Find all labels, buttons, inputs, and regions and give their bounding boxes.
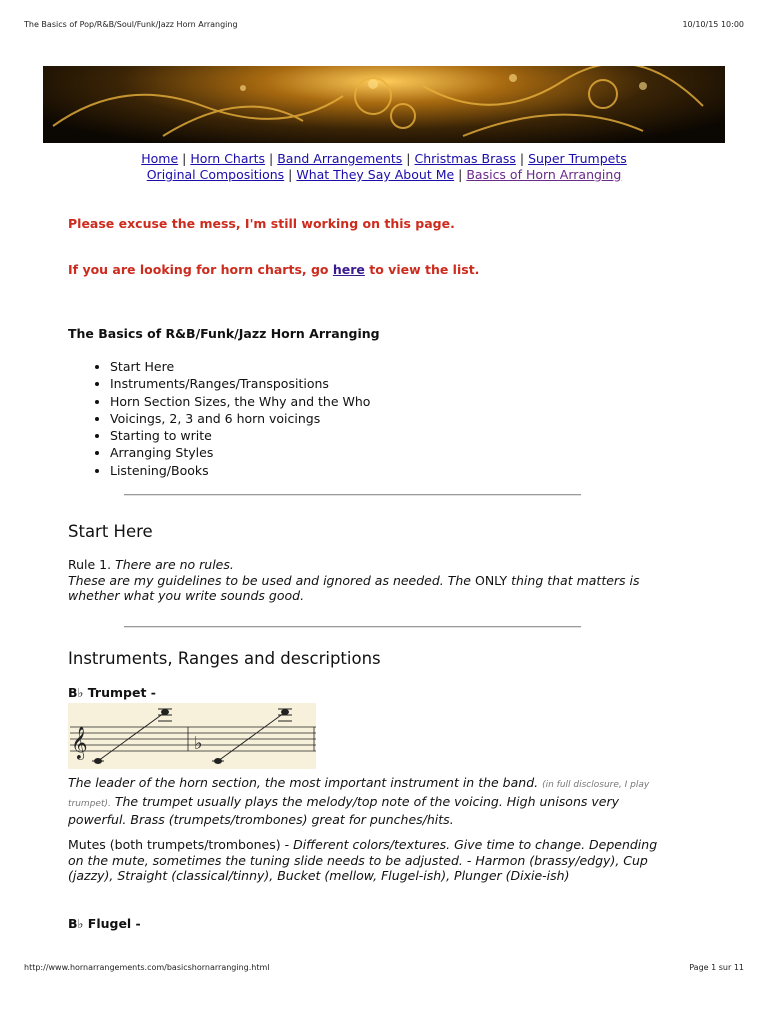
trumpet-label: B♭ Trumpet - [68,685,156,700]
print-url: http://www.hornarrangements.com/basicshornarranging.html [24,963,270,972]
table-of-contents [80,358,370,479]
nav-link-christmas-brass[interactable]: Christmas Brass [414,151,516,166]
only-emphasis: ONLY [474,572,508,588]
divider [124,626,581,628]
mutes-description [68,837,668,884]
rule-text: There are no rules. [115,557,234,572]
guidelines-text-post: thing that matters is whether what you write sounds good. [68,572,640,604]
trumpet-description [68,775,668,828]
guidelines-text-pre: These are my guidelines to be used and ignored as needed. The [68,572,475,588]
mutes-text: Different colors/textures. Give time to change. Depending on the mute, sometimes the tuning slide needs to be adjusted. - Harmon (brassy/edgy), Cup (jazzy), Straight (classical/tinny), Bucket (mellow, Flugel-ish), Plunger (Dixie-ish) [68,837,658,884]
toc-item: • Listening/Books [110,462,370,479]
toc-title: The Basics of R&B/Funk/Jazz Horn Arranging [68,326,380,341]
toc-item: • Horn Section Sizes, the Why and the Who [110,393,370,410]
toc-item: • Voicings, 2, 3 and 6 horn voicings [110,410,370,427]
mutes-label: Mutes (both trumpets/trombones) - [68,837,294,852]
svg-text:♭: ♭ [194,733,203,754]
print-header [24,20,744,29]
toc-item: • Start Here [110,358,370,375]
start-here-heading: Start Here [68,522,153,541]
toc-item: • Arranging Styles [110,444,370,461]
site-navigation [43,151,725,183]
trumpet-range-staff-image [68,703,316,769]
trumpet-desc-2: The trumpet usually plays the melody/top note of the voicing. High unisons very powerful. Brass (trumpets/trombones) great for punches/hits. [68,793,619,828]
header-banner-image [43,66,725,143]
nav-row-1: Home | Horn Charts | Band Arrangements | Christmas Brass | Super Trumpets [141,151,627,166]
nav-link-band-arrangements[interactable]: Band Arrangements [277,151,403,166]
print-page-number: Page 1 sur 11 [689,963,744,972]
nav-link-basics-of-horn-arranging[interactable]: Basics of Horn Arranging [466,167,622,182]
brass-instruments-illustration [43,66,725,143]
under-construction-notice: Please excuse the mess, I'm still working on this page. [68,216,455,231]
horn-charts-notice [68,262,479,277]
nav-link-original-compositions[interactable]: Original Compositions [146,167,285,182]
start-here-text [68,557,668,604]
nav-link-horn-charts[interactable]: Horn Charts [190,151,266,166]
instruments-heading: Instruments, Ranges and descriptions [68,649,381,668]
nav-row-2: Original Compositions | What They Say About Me | Basics of Horn Arranging [146,167,622,182]
nav-link-home[interactable]: Home [141,151,179,166]
here-link[interactable]: here [332,262,365,277]
print-footer [24,963,744,972]
print-datetime: 10/10/15 10:00 [682,20,744,29]
trumpet-desc-1: The leader of the horn section, the most important instrument in the band. [68,775,539,790]
rule-label: Rule 1. [68,557,116,572]
print-title: The Basics of Pop/R&B/Soul/Funk/Jazz Horn Arranging [24,20,238,29]
divider [124,494,581,496]
toc-item: • Instruments/Ranges/Transpositions [110,375,370,392]
svg-text:𝄞: 𝄞 [71,726,88,759]
horn-charts-notice-pre: If you are looking for horn charts, go [68,262,333,277]
horn-charts-notice-post: to view the list. [364,262,480,277]
flugel-label: B♭ Flugel - [68,916,141,931]
music-staff-illustration [68,703,316,769]
trumpet-disclosure-note: (in full disclosure, I play trumpet). [68,780,650,809]
nav-link-what-they-say[interactable]: What They Say About Me [296,167,455,182]
nav-link-super-trumpets[interactable]: Super Trumpets [528,151,627,166]
toc-item: • Starting to write [110,427,370,444]
